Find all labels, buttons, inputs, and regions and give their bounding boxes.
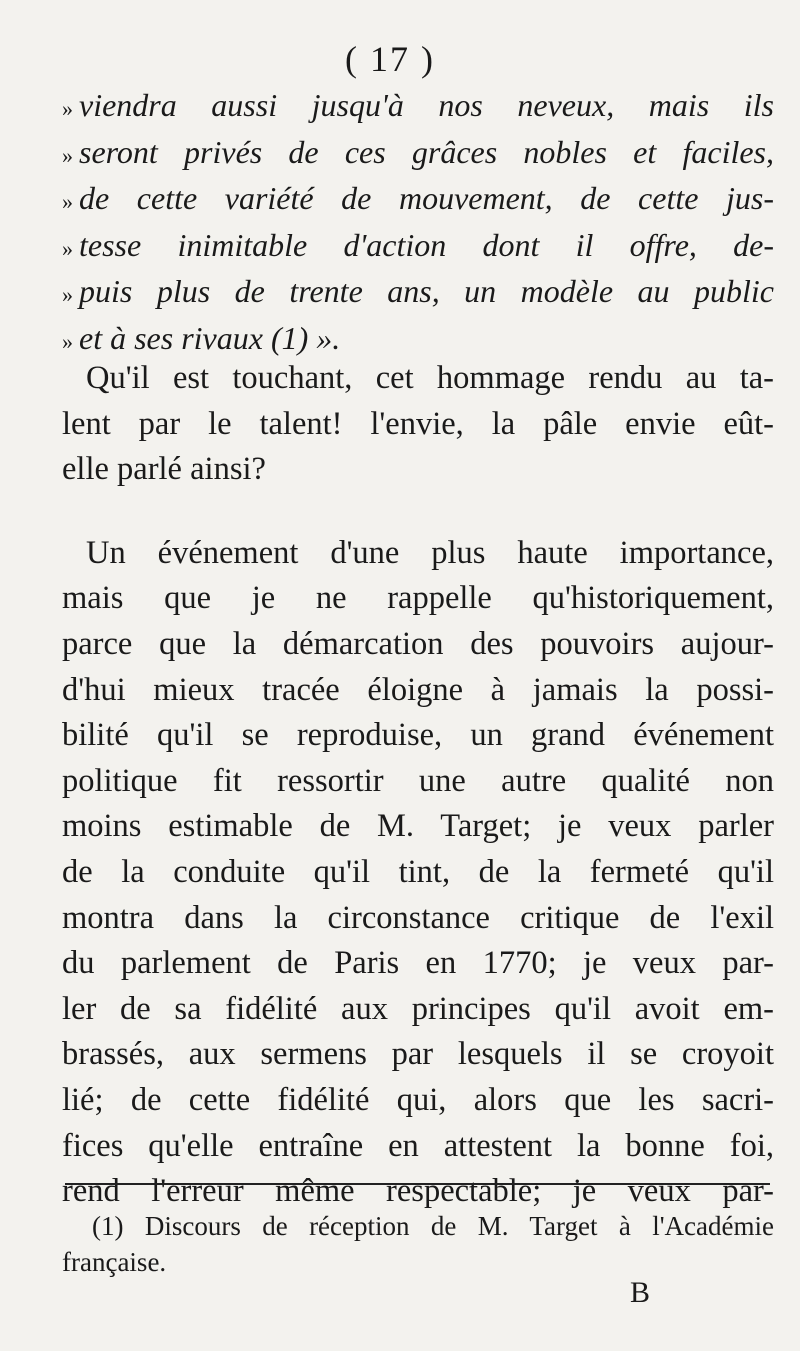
- footnote-line: (1) Discours de réception de M. Target à l'Académie: [92, 1211, 774, 1241]
- quote-line: » tesse inimitable d'action dont il offre, de-: [62, 226, 774, 263]
- text-line: fices qu'elle entraîne en attestent la bonne foi,: [62, 1127, 774, 1164]
- body-text: [62, 356, 774, 1215]
- quote-mark: »: [62, 96, 73, 121]
- quote-line: » et à ses rivaux (1) ».: [62, 319, 341, 356]
- quote-mark: »: [62, 189, 73, 214]
- text-line: Un événement d'une plus haute importance,: [86, 534, 774, 571]
- footnote: [62, 1208, 774, 1280]
- signature-mark: B: [630, 1276, 651, 1309]
- page-number: ( 17 ): [345, 39, 435, 79]
- text-line: bilité qu'il se reproduise, un grand événement: [62, 717, 774, 754]
- text-line: rend l'erreur même respectable; je veux par-: [62, 1173, 774, 1210]
- paragraph-2: [62, 531, 774, 1215]
- text-line: lent par le talent! l'envie, la pâle envie eût-: [62, 405, 774, 442]
- text-line: du parlement de Paris en 1770; je veux par-: [62, 945, 774, 982]
- quote-mark: »: [62, 282, 73, 307]
- text-line: de la conduite qu'il tint, de la fermeté qu'il: [62, 853, 774, 890]
- quotation-block: [62, 82, 774, 361]
- footnote-divider: [65, 1183, 770, 1185]
- text-line: Qu'il est touchant, cet hommage rendu au ta-: [86, 360, 774, 396]
- paragraph-1: [62, 356, 774, 493]
- quote-line: » seront privés de ces grâces nobles et faciles,: [62, 133, 774, 170]
- text-line: d'hui mieux tracée éloigne à jamais la possi-: [62, 671, 774, 708]
- text-line: montra dans la circonstance critique de l'exil: [62, 899, 774, 936]
- quote-mark: »: [62, 328, 73, 354]
- quote-mark: »: [62, 142, 73, 168]
- text-line: mais que je ne rappelle qu'historiquement,: [62, 580, 774, 617]
- text-line: brassés, aux sermens par lesquels il se croyoit: [62, 1036, 774, 1073]
- footnote-line: française.: [62, 1247, 167, 1277]
- text-line: politique fit ressortir une autre qualité non: [62, 762, 774, 799]
- quote-line: » puis plus de trente ans, un modèle au public: [62, 273, 774, 309]
- quote-mark: »: [62, 235, 73, 261]
- quote-line: » viendra aussi jusqu'à nos neveux, mais ils: [62, 87, 774, 123]
- text-line: elle parlé ainsi?: [62, 451, 266, 488]
- text-line: ler de sa fidélité aux principes qu'il avoit em-: [62, 990, 774, 1027]
- text-line: lié; de cette fidélité qui, alors que les sacri-: [62, 1081, 774, 1118]
- text-line: moins estimable de M. Target; je veux parler: [62, 808, 774, 845]
- text-line: parce que la démarcation des pouvoirs aujour-: [62, 625, 774, 662]
- quote-line: » de cette variété de mouvement, de cette jus-: [62, 180, 774, 216]
